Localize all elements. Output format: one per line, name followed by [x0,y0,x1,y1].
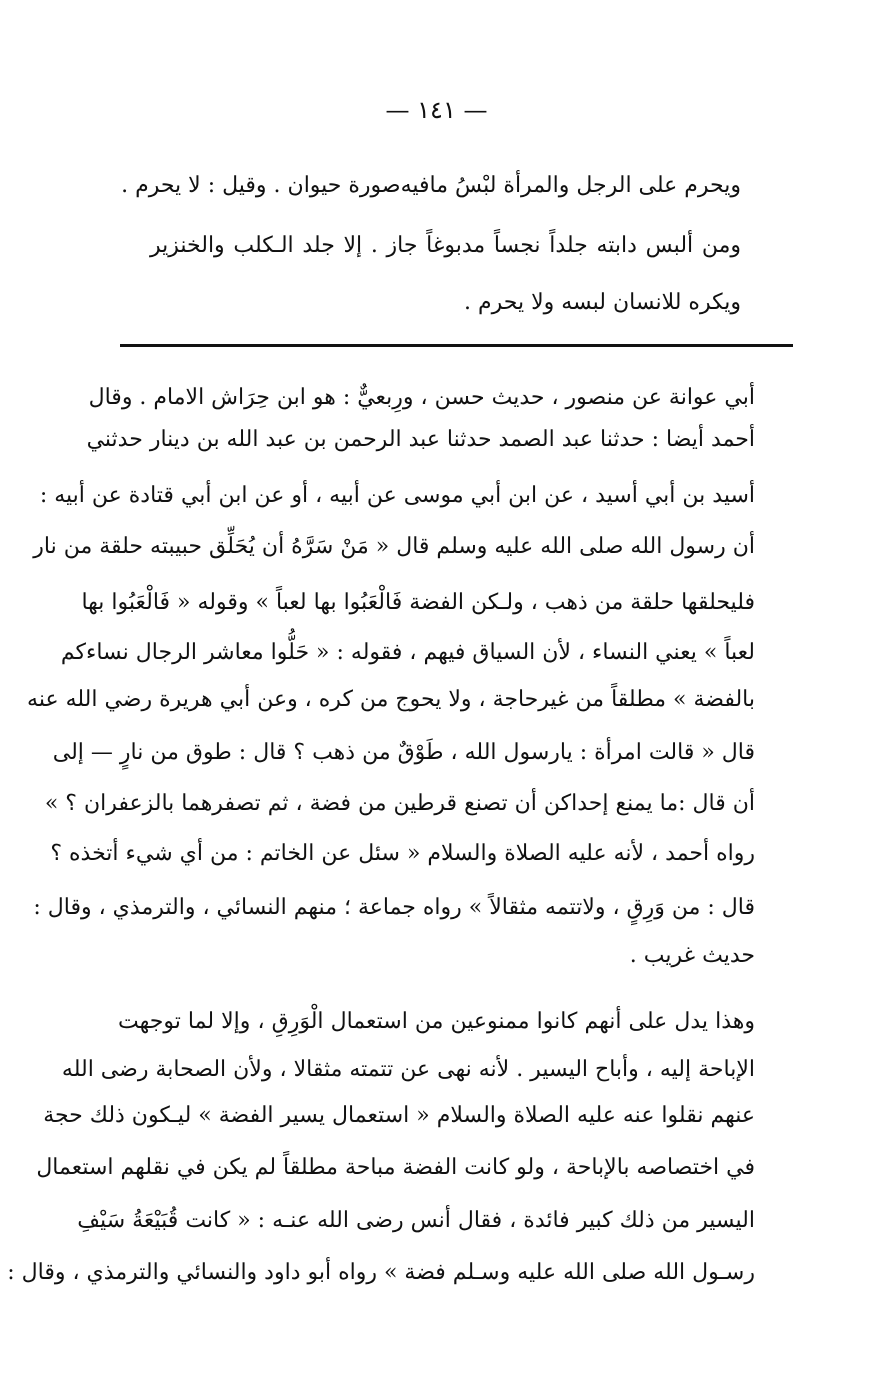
footnote-line: وهذا يدل على أنهم كانوا ممنوعين من استعمال الْوَرِقِ ، وإلا لما توجهت [118,1009,755,1034]
footnote-line: رواه أحمد ، لأنه عليه الصلاة والسلام « سئل عن الخاتم : من أي شيء أتخذه ؟ [50,841,755,866]
main-text-line: ومن ألبس دابته جلداً نجساً مدبوغاً جاز . إلا جلد الـكلب والخنزير [150,233,741,258]
footnote-line: في اختصاصه بالإباحة ، ولو كانت الفضة مباحة مطلقاً لم يكن في نقلهم استعمال [36,1155,755,1180]
footnote-line: بالفضة » مطلقاً من غيرحاجة ، ولا يحوج من كره ، وعن أبي هريرة رضي الله عنه [27,687,755,712]
footnote-line: الإباحة إليه ، وأباح اليسير . لأنه نهى عن تتمته مثقالا ، ولأن الصحابة رضى الله [61,1057,755,1082]
footnote-line: اليسير من ذلك كبير فائدة ، فقال أنس رضى الله عنـه : « كانت قُبَيْعَةُ سَيْفِ [77,1208,755,1233]
horizontal-rule [120,344,793,347]
footnote-line: أبي عوانة عن منصور ، حديث حسن ، ورِبعيٌّ : هو ابن حِرَاش الامام . وقال [88,385,755,410]
footnote-line: عنهم نقلوا عنه عليه الصلاة والسلام « استعمال يسير الفضة » ليـكون ذلك حجة [43,1103,755,1128]
main-text-line: ويحرم على الرجل والمرأة لبْسُ مافيه‌صورة حيوان . وقيل : لا يحرم . [121,173,741,198]
footnote-line: أحمد أيضا : حدثنا عبد الصمد حدثنا عبد الرحمن بن عبد الله بن دينار حدثني [86,427,755,452]
footnote-line: لعباً » يعني النساء ، لأن السياق فيهم ، فقوله : « حَلُّوا معاشر الرجال نساءكم [60,640,755,665]
footnote-line: قال : من وَرِقٍ ، ولاتتمه مثقالاً » رواه جماعة ؛ منهم النسائي ، والترمذي ، وقال : [33,895,755,920]
footnote-line: قال « قالت امرأة : يارسول الله ، طَوْقٌ من ذهب ؟ قال : طوق من نارٍ — إلى [52,740,755,765]
main-text-line: ويكره للانسان لبسه ولا يحرم . [464,290,741,315]
footnote-line: أن رسول الله صلى الله عليه وسلم قال « مَنْ سَرَّهُ أن يُحَلِّق حبيبته حلقة من نار [33,534,755,559]
footnote-line: أن قال :ما يمنع إحداكن أن تصنع قرطين من فضة ، ثم تصفرهما بالزعفران ؟ » [44,791,755,816]
footnote-line: حديث غريب . [629,943,755,968]
footnote-line: فليحلقها حلقة من ذهب ، ولـكن الفضة فَالْعَبُوا بها لعباً » وقوله « فَالْعَبُوا بها [81,590,755,615]
footnote-line: رسـول الله صلى الله عليه وسـلم فضة » رواه أبو داود والنسائي والترمذي ، وقال : [7,1260,755,1285]
footnote-line: أسيد بن أبي أسيد ، عن ابن أبي موسى عن أبيه ، أو عن ابن أبي قتادة عن أبيه : [39,483,755,508]
page-number: — ١٤١ — [385,96,488,124]
